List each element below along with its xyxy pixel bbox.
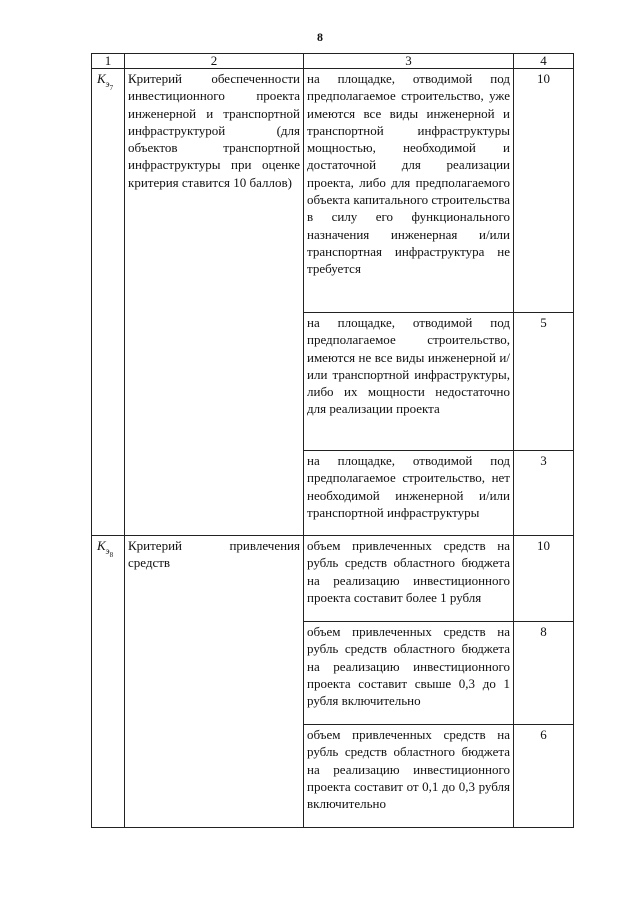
column-header-2: 2 <box>125 54 304 69</box>
criterion-code-index: 8 <box>109 550 114 559</box>
criterion-code-k7 <box>92 69 125 536</box>
criterion-score: 3 <box>514 451 574 536</box>
column-header-3: 3 <box>304 54 514 69</box>
criterion-option: объем привлеченных средств на рубль средств областного бюджета на реализацию инвестиционного проекта составит от 0,1 до 0,3 рубля включительно <box>304 725 514 828</box>
criteria-table <box>91 53 574 828</box>
criterion-score: 10 <box>514 69 574 313</box>
criterion-option: объем привлеченных средств на рубль средств областного бюджета на реализацию инвестиционного проекта составит свыше 0,3 до 1 рубля включительно <box>304 622 514 725</box>
criterion-option: на площадке, отводимой под предполагаемое строительство, нет необходимой инженерной и/или транспортной инфраструктуры <box>304 451 514 536</box>
criterion-code-k8 <box>92 536 125 828</box>
criterion-option: на площадке, отводимой под предполагаемое строительство, имеются не все виды инженерной и/или транспортной инфраструктуры, либо их мощности недостаточно для реализации проекта <box>304 313 514 451</box>
criterion-description: Критерий привлечения средств <box>125 536 304 828</box>
criterion-code-subscript: э <box>105 545 110 556</box>
criterion-option: на площадке, отводимой под предполагаемое строительство, уже имеются все виды инженерной и транспортной инфраструктуры мощностью, необходимой и достаточной для реализации проекта, либо для предполагаемого объекта капитального строительства в силу его функционального назначения инженерная и/или транспортная инфраструктура не требуется <box>304 69 514 313</box>
criterion-score: 10 <box>514 536 574 622</box>
table-row <box>92 69 574 313</box>
criterion-code-subscript: э <box>105 78 110 89</box>
column-header-1: 1 <box>92 54 125 69</box>
criterion-score: 5 <box>514 313 574 451</box>
table-row <box>92 536 574 622</box>
criterion-description: Критерий обеспеченности инвестиционного проекта инженерной и транспортной инфраструктурой (для объектов транспортной инфраструктуры при оценке критерия ставится 10 баллов) <box>125 69 304 536</box>
page-number: 8 <box>317 30 323 44</box>
criterion-code-index: 7 <box>109 83 114 92</box>
criterion-option: объем привлеченных средств на рубль средств областного бюджета на реализацию инвестиционного проекта составит более 1 рубля <box>304 536 514 622</box>
table-header-row <box>92 54 574 69</box>
criterion-score: 6 <box>514 725 574 828</box>
criterion-score: 8 <box>514 622 574 725</box>
criterion-code-letter: K <box>97 71 106 86</box>
column-header-4: 4 <box>514 54 574 69</box>
criterion-code-letter: K <box>97 538 106 553</box>
